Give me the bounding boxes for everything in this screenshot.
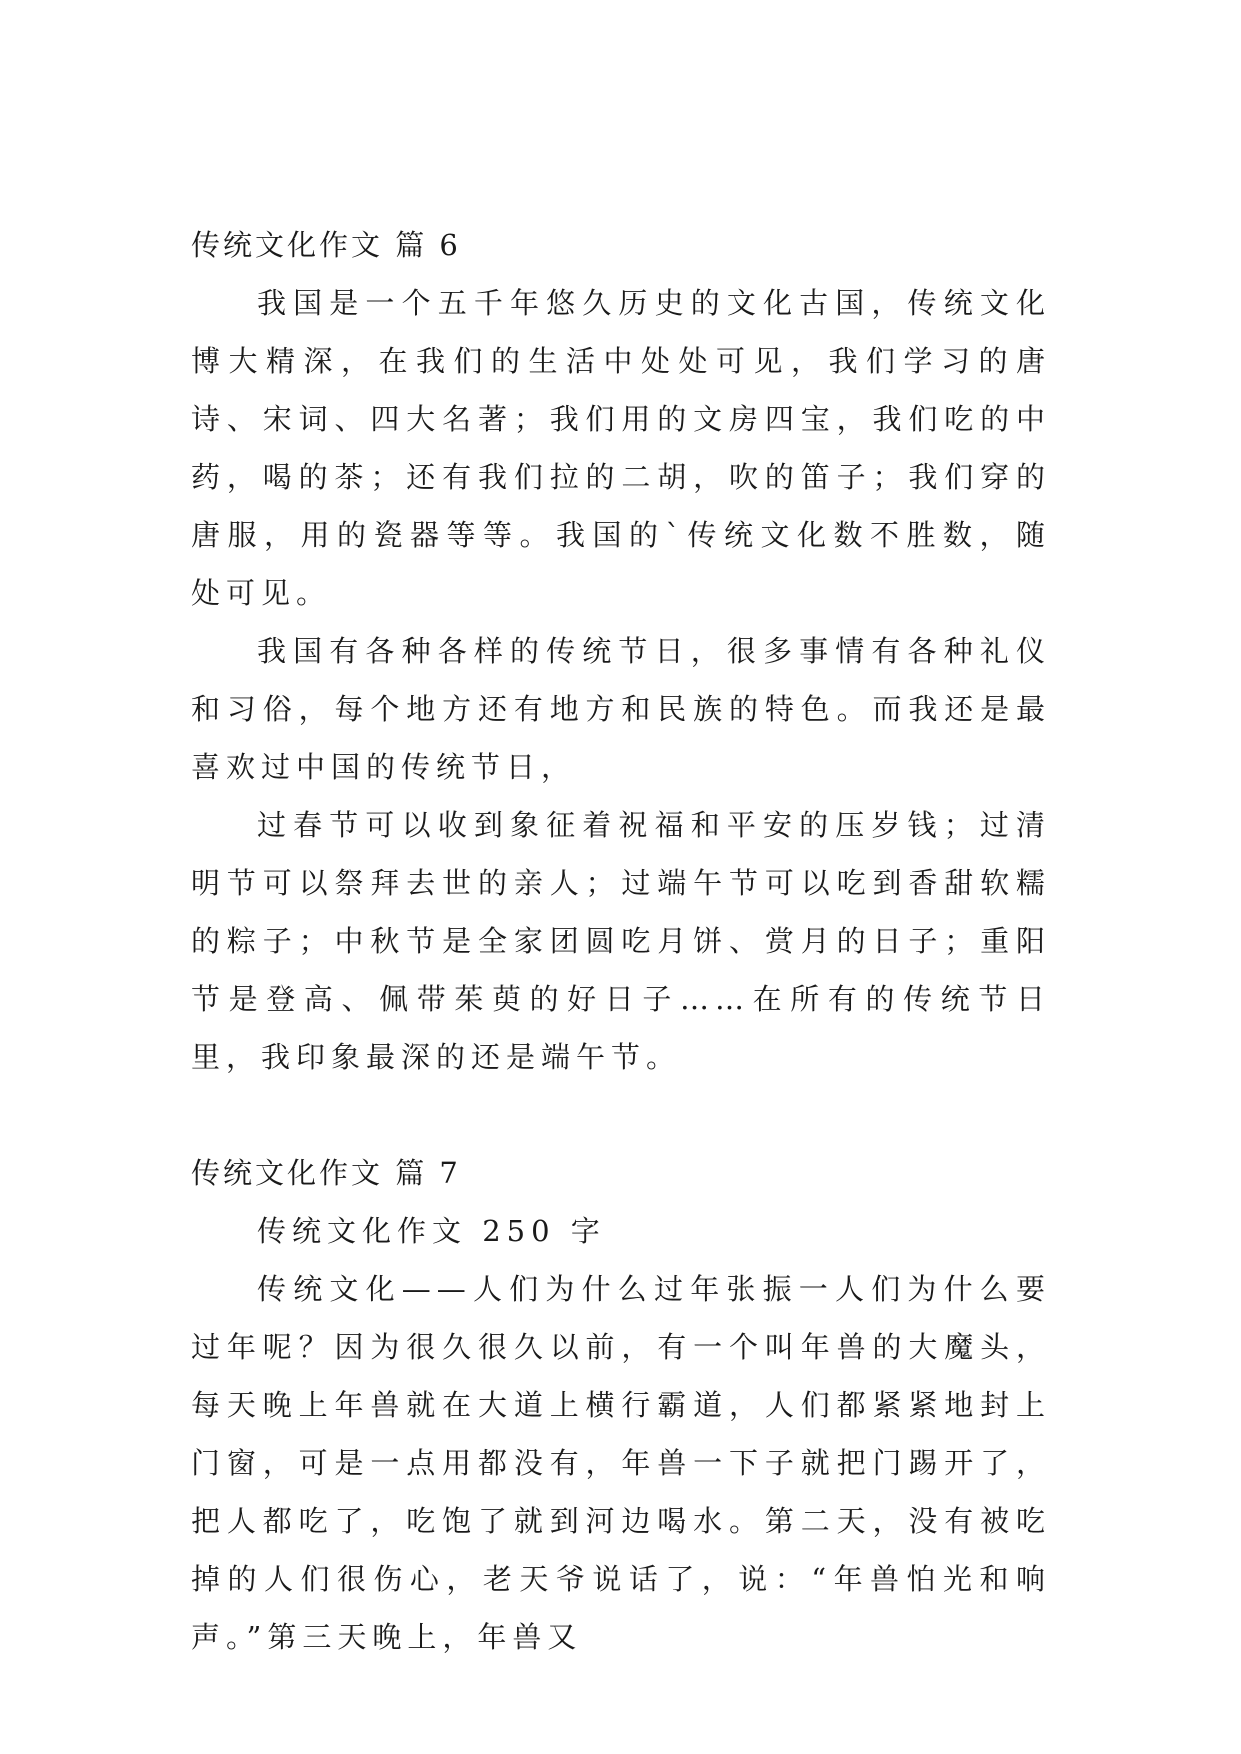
section-6-paragraph-2: 我国有各种各样的传统节日，很多事情有各种礼仪和习俗，每个地方还有地方和民族的特色。而我还是最喜欢过中国的传统节日， <box>191 634 1051 784</box>
section-6-paragraph-3: 过春节可以收到象征着祝福和平安的压岁钱；过清明节可以祭拜去世的亲人；过端午节可以吃到香甜软糯的粽子；中秋节是全家团圆吃月饼、赏月的日子；重阳节是登高、佩带茱萸的好日子……在所有的传统节日里，我印象最深的还是端午节。 <box>191 808 1051 1074</box>
section-spacer <box>191 1086 1051 1144</box>
section-7-subtitle: 传统文化作文 250 字 <box>257 1214 606 1248</box>
section-7-paragraph-1: 传统文化——人们为什么过年张振一人们为什么要过年呢？因为很久很久以前，有一个叫年兽的大魔头，每天晚上年兽就在大道上横行霸道，人们都紧紧地封上门窗，可是一点用都没有，年兽一下子就把门踢开了，把人都吃了，吃饱了就到河边喝水。第二天，没有被吃掉的人们很伤心，老天爷说话了，说：“年兽怕光和响声。”第三天晚上，年兽又 <box>191 1272 1051 1654</box>
document-page <box>191 216 1051 1666</box>
section-6-paragraph-1: 我国是一个五千年悠久历史的文化古国，传统文化博大精深，在我们的生活中处处可见，我们学习的唐诗、宋词、四大名著；我们用的文房四宝，我们吃的中药，喝的茶；还有我们拉的二胡，吹的笛子；我们穿的唐服，用的瓷器等等。我国的`传统文化数不胜数，随处可见。 <box>191 286 1051 610</box>
section-6-title: 传统文化作文 篇 6 <box>191 228 461 262</box>
section-7-title: 传统文化作文 篇 7 <box>191 1156 461 1190</box>
